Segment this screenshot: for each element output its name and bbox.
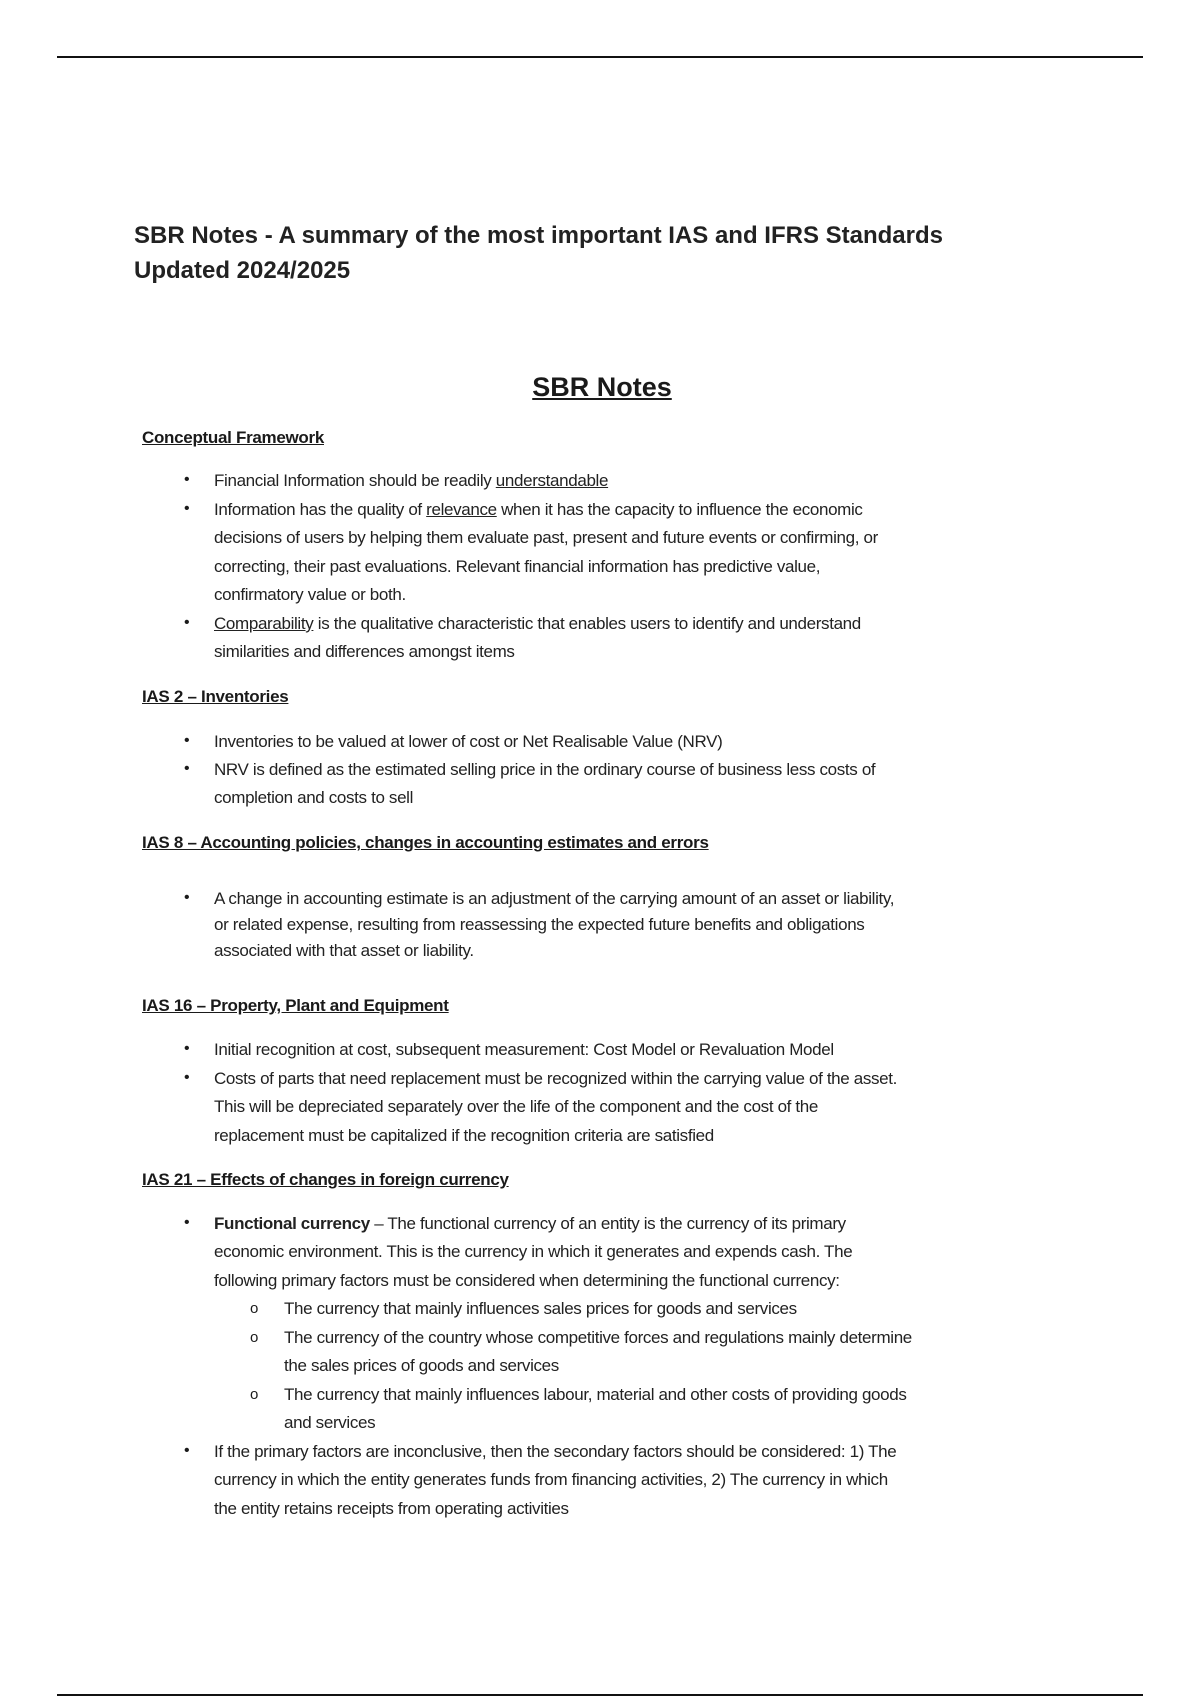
- bottom-rule: [57, 1694, 1143, 1696]
- bullet-text: Comparability is the qualitative characteristic that enables users to identify and understand: [214, 614, 861, 633]
- bullet-icon: •: [184, 1442, 190, 1459]
- bullet-text: Initial recognition at cost, subsequent measurement: Cost Model or Revaluation Model: [214, 1040, 834, 1059]
- bullet-text: Financial Information should be readily understandable: [214, 471, 609, 490]
- sub-bullet-text: The currency of the country whose competitive forces and regulations mainly determine: [284, 1328, 912, 1347]
- section-heading-ias8: IAS 8 – Accounting policies, changes in accounting estimates and errors: [142, 833, 709, 852]
- main-heading: SBR Notes: [532, 372, 672, 402]
- section-heading-ias21: IAS 21 – Effects of changes in foreign currency: [142, 1170, 509, 1189]
- section-heading-ias16: IAS 16 – Property, Plant and Equipment: [142, 996, 449, 1015]
- bullet-text: confirmatory value or both.: [214, 585, 406, 604]
- bullet-text: Functional currency – The functional currency of an entity is the currency of its primary: [214, 1214, 846, 1233]
- bullet-text: the entity retains receipts from operating activities: [214, 1499, 569, 1518]
- bullet-text: A change in accounting estimate is an adjustment of the carrying amount of an asset or liability,: [214, 889, 895, 908]
- section-heading-ias2: IAS 2 – Inventories: [142, 687, 289, 706]
- bullet-icon: •: [184, 500, 190, 517]
- bullet-icon: •: [184, 889, 190, 906]
- bullet-text: NRV is defined as the estimated selling price in the ordinary course of business less costs of: [214, 760, 876, 779]
- bullet-icon: •: [184, 1040, 190, 1057]
- bullet-text: If the primary factors are inconclusive, then the secondary factors should be considered: 1) The: [214, 1442, 897, 1461]
- bullet-text: Inventories to be valued at lower of cost or Net Realisable Value (NRV): [214, 732, 723, 751]
- bullet-icon: •: [184, 1069, 190, 1086]
- document-subtitle: Updated 2024/2025: [134, 257, 351, 284]
- sub-bullet-text: The currency that mainly influences labour, material and other costs of providing goods: [284, 1385, 907, 1404]
- bullet-icon: •: [184, 471, 190, 488]
- bullet-icon: •: [184, 760, 190, 777]
- bullet-text: associated with that asset or liability.: [214, 941, 474, 960]
- sub-bullet-icon: o: [250, 1386, 259, 1403]
- bullet-text: completion and costs to sell: [214, 788, 414, 807]
- bullet-icon: •: [184, 732, 190, 749]
- document-title: SBR Notes - A summary of the most important IAS and IFRS Standards: [134, 222, 943, 249]
- sub-bullet-text: the sales prices of goods and services: [284, 1356, 559, 1375]
- bullet-text: following primary factors must be considered when determining the functional currency:: [214, 1271, 840, 1290]
- bullet-text: currency in which the entity generates funds from financing activities, 2) The currency in which: [214, 1470, 888, 1489]
- bullet-text: replacement must be capitalized if the recognition criteria are satisfied: [214, 1126, 714, 1145]
- bullet-icon: •: [184, 614, 190, 631]
- bullet-text: Information has the quality of relevance when it has the capacity to influence the economic: [214, 500, 863, 519]
- bullet-text: or related expense, resulting from reassessing the expected future benefits and obligations: [214, 915, 865, 934]
- sub-bullet-icon: o: [250, 1300, 259, 1317]
- bullet-text: economic environment. This is the currency in which it generates and expends cash. The: [214, 1242, 853, 1261]
- bullet-text: decisions of users by helping them evaluate past, present and future events or confirming, or: [214, 528, 878, 547]
- bullet-text: This will be depreciated separately over the life of the component and the cost of the: [214, 1097, 818, 1116]
- bullet-text: similarities and differences amongst items: [214, 642, 515, 661]
- section-heading-conceptual-framework: Conceptual Framework: [142, 428, 324, 447]
- bullet-icon: •: [184, 1214, 190, 1231]
- bullet-text: Costs of parts that need replacement must be recognized within the carrying value of the asset.: [214, 1069, 898, 1088]
- top-rule: [57, 56, 1143, 58]
- sub-bullet-icon: o: [250, 1329, 259, 1346]
- sub-bullet-text: The currency that mainly influences sales prices for goods and services: [284, 1299, 797, 1318]
- bullet-text: correcting, their past evaluations. Relevant financial information has predictive value,: [214, 557, 821, 576]
- sub-bullet-text: and services: [284, 1413, 376, 1432]
